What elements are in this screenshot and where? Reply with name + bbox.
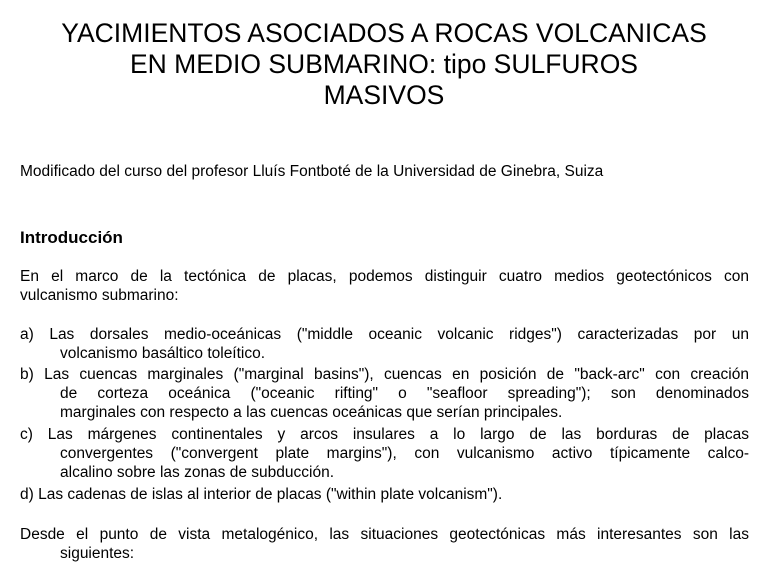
- list-item-line: c) Las márgenes continentales y arcos insulares a lo largo de las borduras de placas: [20, 426, 749, 443]
- list-item-line: volcanismo basáltico toleítico.: [60, 345, 266, 362]
- paragraph-line: Desde el punto de vista metalogénico, las situaciones geotectónicas más interesantes son las: [20, 526, 749, 543]
- title-line: MASIVOS: [323, 80, 445, 110]
- list-item: [20, 365, 749, 422]
- list-item-line: de corteza oceánica ("oceanic rifting" o "seafloor spreading"); son denominados: [60, 385, 749, 402]
- list-item-line: a) Las dorsales medio-oceánicas ("middle oceanic volcanic ridges") caracterizadas por un: [20, 326, 749, 343]
- credit-line: Modificado del curso del profesor Lluís Fontboté de la Universidad de Ginebra, Suiza: [20, 163, 604, 180]
- paragraph-line: En el marco de la tectónica de placas, podemos distinguir cuatro medios geotectónicos con: [20, 268, 749, 285]
- list-item-line: marginales con respecto a las cuencas oceánicas que serían principales.: [60, 404, 563, 421]
- list-item-line: b) Las cuencas marginales ("marginal basins"), cuencas en posición de "back-arc" con creación: [20, 366, 749, 383]
- list-item: [20, 325, 749, 363]
- title-line: EN MEDIO SUBMARINO: tipo SULFUROS: [129, 49, 638, 79]
- list-item: [20, 485, 749, 504]
- closing-paragraph: [20, 525, 749, 563]
- list-item-line: alcalino sobre las zonas de subducción.: [60, 464, 335, 481]
- list-item: [20, 425, 749, 482]
- intro-paragraph: [20, 267, 749, 305]
- paragraph-line: siguientes:: [60, 545, 135, 562]
- list-item-line: d) Las cadenas de islas al interior de placas ("within plate volcanism").: [20, 486, 503, 503]
- title-line: YACIMIENTOS ASOCIADOS A ROCAS VOLCANICAS: [61, 18, 707, 48]
- document-title: [20, 18, 748, 111]
- list-item-line: convergentes ("convergent plate margins"), con vulcanismo activo típicamente calco-: [60, 445, 749, 462]
- paragraph-line: vulcanismo submarino:: [20, 287, 179, 304]
- section-heading: Introducción: [20, 228, 123, 247]
